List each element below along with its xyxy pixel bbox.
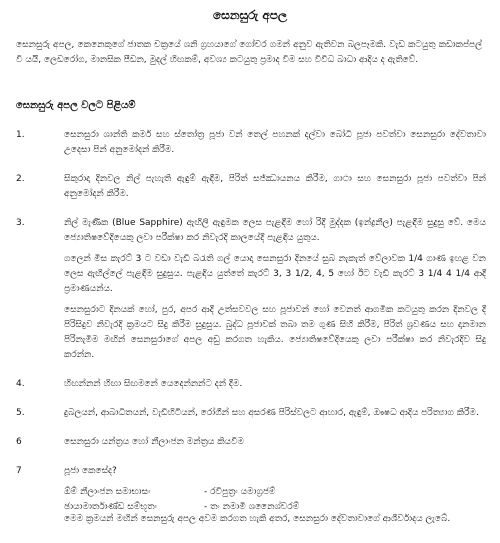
- item-number: 7: [16, 466, 22, 476]
- list-item: [16, 128, 486, 164]
- page-title: සෙනසුරු අපල: [212, 8, 288, 22]
- mantra-right: - තං නමාමි ශනෛශ්චරම්: [204, 502, 300, 512]
- item-text: නිල් මැණික (Blue Sapphire) ඇඟිලි ඇඳුමක ලෙස පැළඳීම හෝ රිදී මුද්දක (ඉන්ද්‍රනීල) පැළඳීම සුදුසු වේ. මෙය ජ්‍යොතිෂවේදියෙකු ලවා පරීක්ෂා කර නිවැරදි කාලයේදී පැළඳිය යුතුය.: [64, 218, 486, 243]
- mantra-line: [64, 485, 486, 500]
- mantra-left: ඡායාමාර්තාණ්ඩ සම්භූතං: [64, 502, 157, 512]
- item-text: හිඟන්නන් හිඟා සිඟමනේ යෙදෙන්නන්ට දන් දීම.: [64, 379, 243, 389]
- item-number: 6: [16, 437, 22, 447]
- list-item: [16, 172, 486, 208]
- item-number: 2.: [16, 174, 25, 184]
- item-text: සෙනසුරා ශාන්ති කර්ම සහ ස්තෝත්‍ර පූජා වන් තෙල් පහනක් දල්වා බෝධි පූජා පවත්වා සෙනසුරා දේවතාවා උදෙසා පින් අනුමෝදන් කිරීම.: [64, 130, 486, 155]
- item-text: සෙනසුරා යන්ත්‍රය හෝ නීලාංජන මන්ත්‍රය කියවීම: [64, 437, 244, 447]
- intro-paragraph: සෙනසුරු අපල, කෙනෙකුගේ ජාතක චක්‍රයේ ශනි ග්‍රහයාගේ ගෝචර ගමන් අනුව ඇතිවන බලපෑමකි. වැඩ කටයුතු කඩාකප්පල් වී යයි, ලෙඩරෝග, මානසික පීඩන, මුදල් හිඟකම්, අවශ්‍ය කටයුතු ප්‍රමාද වීම සහ විවිධ බාධා ආදිය ද ඇතිවේ.: [16, 40, 482, 65]
- list-item: [16, 216, 486, 369]
- mantra-left: ඕම් නීලාංජන සමාභාසං: [64, 487, 151, 497]
- item-text: පූජා කෙසේද?: [64, 466, 117, 476]
- item-text: දුබලයන්, ආබාධිතයන්, වැඩිහිටියන්, රෝගීන් සහ අසරණ පිරිස්වලට ආහාර, ඇඳුම්, ඖෂධ ආදිය පරිත්‍යාග කිරීම.: [64, 408, 479, 418]
- list-item: [16, 435, 486, 456]
- item-text: සිකුරාදා දිනවල නිල් පැහැති ඇඳුම් ඇඳීම, පිරිත් සජ්ඣායනය කිරීම, ගාථා සහ සෙනසුරා පූජා පවත්වා පින් අනුමෝදන් කිරීම.: [64, 174, 486, 199]
- item-extra-text: සෙනසුරාට දිනයක් හෝ, පුර, අපර ආදී උත්සවවල සහ පූජාවන් හෝ වෙනත් ආගමික කටයුතු කරන දිනවල දී පිරිසිදුව නිවැරදි ක්‍රමයට සිදු කිරීම සුදුසුය. බුද්ධ පූජාවක් තබා තම ගුණ සිහි කිරීම, පිරිත් ශ්‍රවණය සහ දානමාන පිරිනැමීම මඟින් සෙනසුරාගේ අපල අඩු කරගත හැකිය. ජ්‍යොතිෂවේදියෙකු ලවා පරීක්ෂා කර නිවැරදිව සිදු කරන්න.: [64, 305, 486, 360]
- closing-paragraph: මෙම ක්‍රමයන් මඟින් සෙනසුරු අපල අවම කරගත හැකි අතර, සෙනසුරා දේවතාවාගේ ආශීර්වාදය ලැබේ.: [64, 514, 451, 524]
- item-number: 4.: [16, 379, 25, 389]
- item-extra-text: ගලෙන් මිස කැරට් 3 ට වඩා වැඩි බරැති ගල් යොදා සෙනසුරා දිනයේ සුබ නැකැත් වේලාවක 1/4 ගාණ ඉහළ වන ලෙස ඇඟිල්ලේ පැළඳීම සුදුසුය. පැළඳිය යුත්තේ කැරට් 3, 3 1/2, 4, 5 හෝ ඊට වැඩි කැරට් 3 1/4 4 1/4 ආදී ප්‍රමාණයන්ය.: [64, 254, 486, 294]
- list-item: [16, 464, 486, 515]
- item-number: 1.: [16, 130, 25, 140]
- remedy-list: [16, 128, 486, 523]
- item-number: 3.: [16, 218, 25, 228]
- list-item: [16, 377, 486, 398]
- item-number: 5.: [16, 408, 25, 418]
- mantra-right: - රවිපුත්‍රං යමාග්‍රජම්: [204, 487, 276, 497]
- section-heading: සෙනසුරු අපල වලට පිළියම්: [16, 100, 136, 111]
- list-item: [16, 406, 486, 427]
